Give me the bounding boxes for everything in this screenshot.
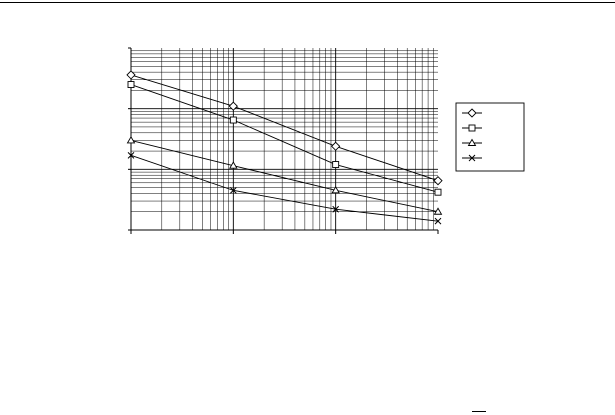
data-point (332, 142, 340, 150)
legend-marker (469, 125, 475, 131)
series-triangle (128, 137, 442, 214)
chart-axes (128, 48, 438, 234)
data-point (333, 162, 339, 168)
data-point (434, 177, 442, 185)
chart-legend (456, 103, 524, 171)
series-diamond (127, 71, 442, 185)
footer-mark (472, 411, 486, 412)
series-x (128, 152, 441, 224)
series-line (131, 75, 438, 181)
data-point (435, 189, 441, 195)
data-point (128, 82, 134, 88)
data-point (230, 117, 236, 123)
series-line (131, 85, 438, 193)
chart-grid (131, 48, 438, 230)
data-point (128, 137, 135, 143)
